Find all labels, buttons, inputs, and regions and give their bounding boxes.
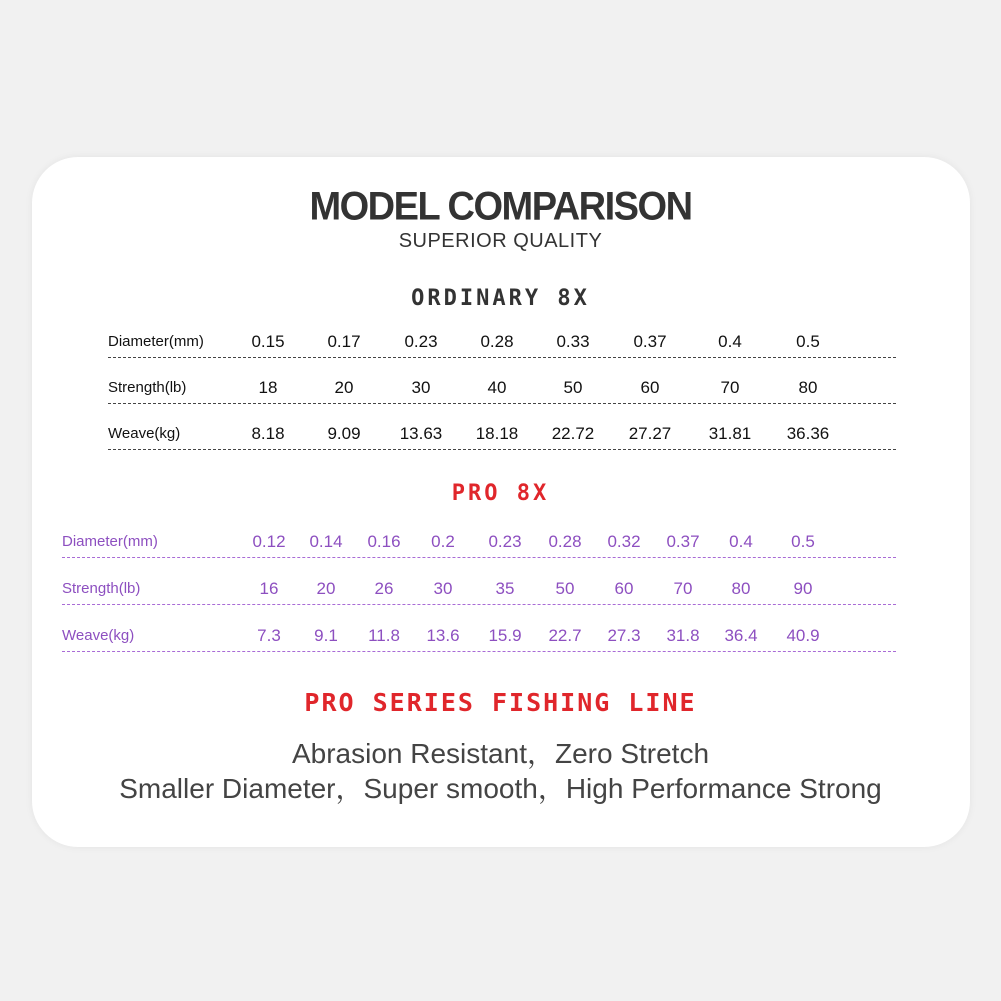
table-cell: 22.72 [551, 424, 595, 443]
table-cell: 9.09 [327, 424, 361, 443]
table-cell: 0.37 [633, 332, 667, 351]
table-cell: 31.8 [666, 626, 700, 645]
table-cell: 70 [673, 579, 693, 598]
table-cell: 26 [374, 579, 394, 598]
table-cell: 70 [720, 378, 740, 397]
table-cell: 60 [614, 579, 634, 598]
table-cell: 20 [334, 378, 354, 397]
table-cell: 0.37 [666, 532, 700, 551]
table-cell: 0.15 [251, 332, 285, 351]
table-cell: 13.63 [399, 424, 443, 443]
table-cell: 60 [640, 378, 660, 397]
table-cell: 0.23 [404, 332, 438, 351]
table-cell: 0.14 [309, 532, 343, 551]
ordinary-strength-row [108, 372, 896, 402]
table-cell: 11.8 [368, 626, 400, 645]
table-cell: 0.28 [480, 332, 514, 351]
page-subtitle: SUPERIOR QUALITY [398, 230, 603, 252]
row-label: Weave(kg) [108, 425, 181, 442]
table-cell: 22.7 [548, 626, 582, 645]
pro-weave-row [62, 620, 896, 650]
table-cell: 0.23 [488, 532, 522, 551]
pro-strength-row [62, 573, 896, 603]
feature-line-2: Smaller Diameter，Super smooth，High Performance Strong [119, 773, 882, 804]
table-cell: 20 [316, 579, 336, 598]
table-cell: 40.9 [786, 626, 820, 645]
table-cell: 27.3 [607, 626, 641, 645]
table-cell: 0.17 [327, 332, 361, 351]
dashed-divider [108, 357, 896, 358]
table-cell: 0.2 [431, 532, 455, 551]
table-cell: 90 [793, 579, 813, 598]
row-label: Strength(lb) [108, 379, 187, 396]
table-cell: 9.1 [314, 626, 338, 645]
table-cell: 31.81 [708, 424, 752, 443]
feature-line-1: Abrasion Resistant，Zero Stretch [291, 738, 710, 769]
dashed-divider [62, 557, 896, 558]
ordinary-diameter-row [108, 326, 896, 356]
table-cell: 8.18 [251, 424, 285, 443]
row-label: Weave(kg) [62, 627, 135, 644]
row-label: Diameter(mm) [62, 533, 158, 550]
table-cell: 0.28 [548, 532, 582, 551]
table-cell: 30 [433, 579, 453, 598]
table-cell: 35 [495, 579, 515, 598]
dashed-divider [62, 651, 896, 652]
table-cell: 50 [555, 579, 575, 598]
table-cell: 27.27 [628, 424, 672, 443]
table-cell: 0.5 [791, 532, 815, 551]
table-cell: 80 [731, 579, 751, 598]
row-label: Diameter(mm) [108, 333, 204, 350]
table-cell: 0.4 [718, 332, 742, 351]
table-cell: 0.12 [252, 532, 286, 551]
table-cell: 0.4 [729, 532, 753, 551]
table-cell: 16 [259, 579, 279, 598]
table-cell: 7.3 [257, 626, 281, 645]
table-cell: 80 [798, 378, 818, 397]
table-cell: 0.32 [607, 532, 641, 551]
table-cell: 0.16 [367, 532, 401, 551]
table-cell: 13.6 [426, 626, 460, 645]
dashed-divider [62, 604, 896, 605]
table-cell: 30 [411, 378, 431, 397]
page-title: MODEL COMPARISON [309, 184, 692, 230]
table-cell: 36.36 [786, 424, 830, 443]
pro-diameter-row [62, 526, 896, 556]
table-cell: 50 [563, 378, 583, 397]
row-label: Strength(lb) [62, 580, 141, 597]
table-cell: 18 [258, 378, 278, 397]
table-cell: 18.18 [475, 424, 519, 443]
table-cell: 0.33 [556, 332, 590, 351]
table-cell: 15.9 [488, 626, 522, 645]
table-cell: 36.4 [724, 626, 758, 645]
table-cell: 0.5 [796, 332, 820, 351]
ordinary-section-title: ORDINARY 8X [411, 286, 590, 311]
pro-section-title: PRO 8X [451, 481, 550, 506]
dashed-divider [108, 449, 896, 450]
table-cell: 40 [487, 378, 507, 397]
dashed-divider [108, 403, 896, 404]
series-title: PRO SERIES FISHING LINE [304, 688, 697, 717]
ordinary-weave-row [108, 418, 896, 448]
